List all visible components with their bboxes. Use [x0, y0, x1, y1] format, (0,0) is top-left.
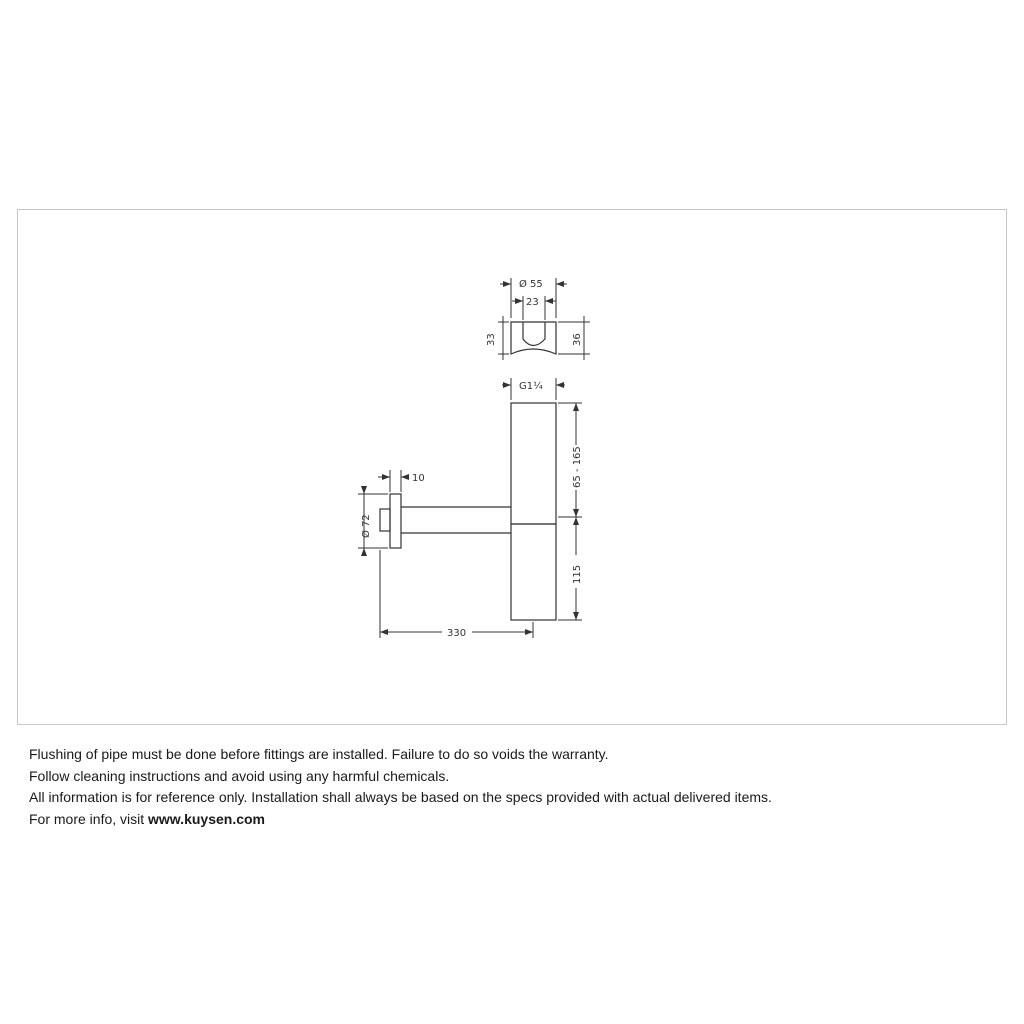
label-top-inner-width: 23	[526, 297, 539, 308]
label-wall-plate-diameter: Ø 72	[361, 514, 372, 538]
dim-wall-plate-thickness	[378, 470, 409, 492]
label-top-right-height: 36	[572, 333, 583, 346]
label-top-left-height: 33	[486, 333, 497, 346]
label-lower-height: 115	[572, 564, 583, 584]
website-link[interactable]: www.kuysen.com	[148, 810, 265, 827]
wall-flange	[380, 494, 401, 548]
note-more-info-prefix: For more info, visit	[29, 810, 149, 827]
horizontal-pipe	[401, 507, 511, 533]
note-more-info	[29, 809, 989, 831]
dim-top-left-height	[498, 316, 509, 360]
label-upper-height: 65 - 165	[572, 446, 583, 488]
dim-horizontal-length	[380, 550, 533, 638]
label-thread: G1¼	[519, 381, 543, 392]
dim-heights	[558, 403, 582, 620]
note-cleaning: Follow cleaning instructions and avoid using any harmful chemicals.	[29, 767, 450, 784]
label-top-diameter: Ø 55	[519, 279, 543, 290]
notes-block	[29, 744, 989, 830]
label-horizontal-length: 330	[447, 628, 467, 639]
note-reference: All information is for reference only. Installation shall always be based on the specs provided with actual delivered items.	[29, 789, 772, 805]
label-wall-plate-thickness: 10	[412, 473, 425, 484]
bottle-trap-body	[511, 403, 556, 620]
top-view-detail	[511, 322, 556, 354]
note-flushing: Flushing of pipe must be done before fittings are installed. Failure to do so voids the warranty.	[29, 746, 609, 762]
